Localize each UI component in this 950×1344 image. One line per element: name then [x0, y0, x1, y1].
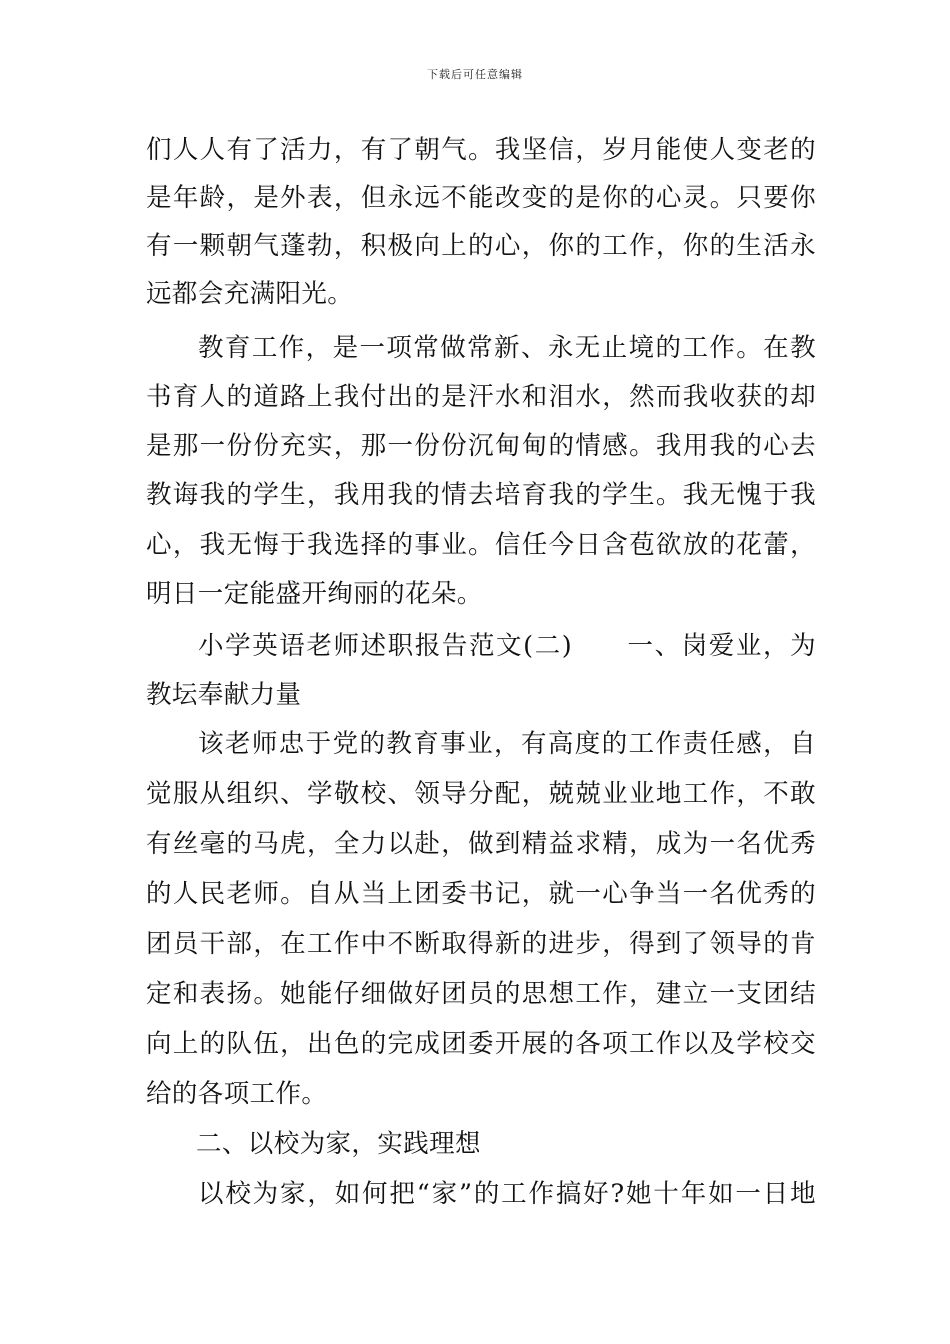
- paragraph-4-line-1: 以校为家，如何把“家”的工作搞好?她十年如一日地: [198, 1179, 816, 1209]
- paragraph-2-line-5: 心，我无悔于我选择的事业。信任今日含苞欲放的花蕾，: [146, 530, 816, 560]
- paragraph-3-line-4: 的人民老师。自从当上团委书记，就一心争当一名优秀的: [146, 879, 816, 909]
- paragraph-2-line-1: 教育工作，是一项常做常新、永无止境的工作。在教: [198, 333, 816, 363]
- paragraph-3-line-5: 团员干部，在工作中不断取得新的进步，得到了领导的肯: [146, 929, 816, 959]
- paragraph-3-line-6: 定和表扬。她能仔细做好团员的思想工作，建立一支团结: [146, 979, 816, 1009]
- body-line-3: 有一颗朝气蓬勃，积极向上的心，你的工作，你的生活永: [146, 231, 816, 261]
- paragraph-2-line-3: 是那一份份充实，那一份份沉甸甸的情感。我用我的心去: [146, 431, 816, 461]
- body-line-2: 是年龄，是外表，但永远不能改变的是你的心灵。只要你: [146, 183, 816, 213]
- paragraph-3-line-7: 向上的队伍，出色的完成团委开展的各项工作以及学校交: [146, 1029, 816, 1059]
- body-line-1: 们人人有了活力，有了朝气。我坚信，岁月能使人变老的: [146, 135, 816, 165]
- body-line-4: 远都会充满阳光。: [146, 279, 354, 309]
- paragraph-2-line-6: 明日一定能盛开绚丽的花朵。: [146, 579, 483, 609]
- paragraph-3-line-8: 给的各项工作。: [146, 1079, 328, 1109]
- subheading-2: 二、以校为家，实践理想: [196, 1129, 481, 1159]
- page-header: 下载后可任意编辑: [427, 68, 523, 81]
- section-heading-line-1: 小学英语老师述职报告范文(二) 一、岗爱业，为: [198, 631, 816, 661]
- paragraph-3-line-2: 觉服从组织、学敬校、领导分配，兢兢业业地工作，不敢: [146, 779, 816, 809]
- paragraph-2-line-4: 教诲我的学生，我用我的情去培育我的学生。我无愧于我: [146, 480, 816, 510]
- paragraph-2-line-2: 书育人的道路上我付出的是汗水和泪水，然而我收获的却: [146, 382, 816, 412]
- paragraph-3-line-1: 该老师忠于党的教育事业，有高度的工作责任感，自: [198, 729, 816, 759]
- section-heading-line-2: 教坛奉献力量: [146, 680, 302, 710]
- paragraph-3-line-3: 有丝毫的马虎，全力以赴，做到精益求精，成为一名优秀: [146, 829, 816, 859]
